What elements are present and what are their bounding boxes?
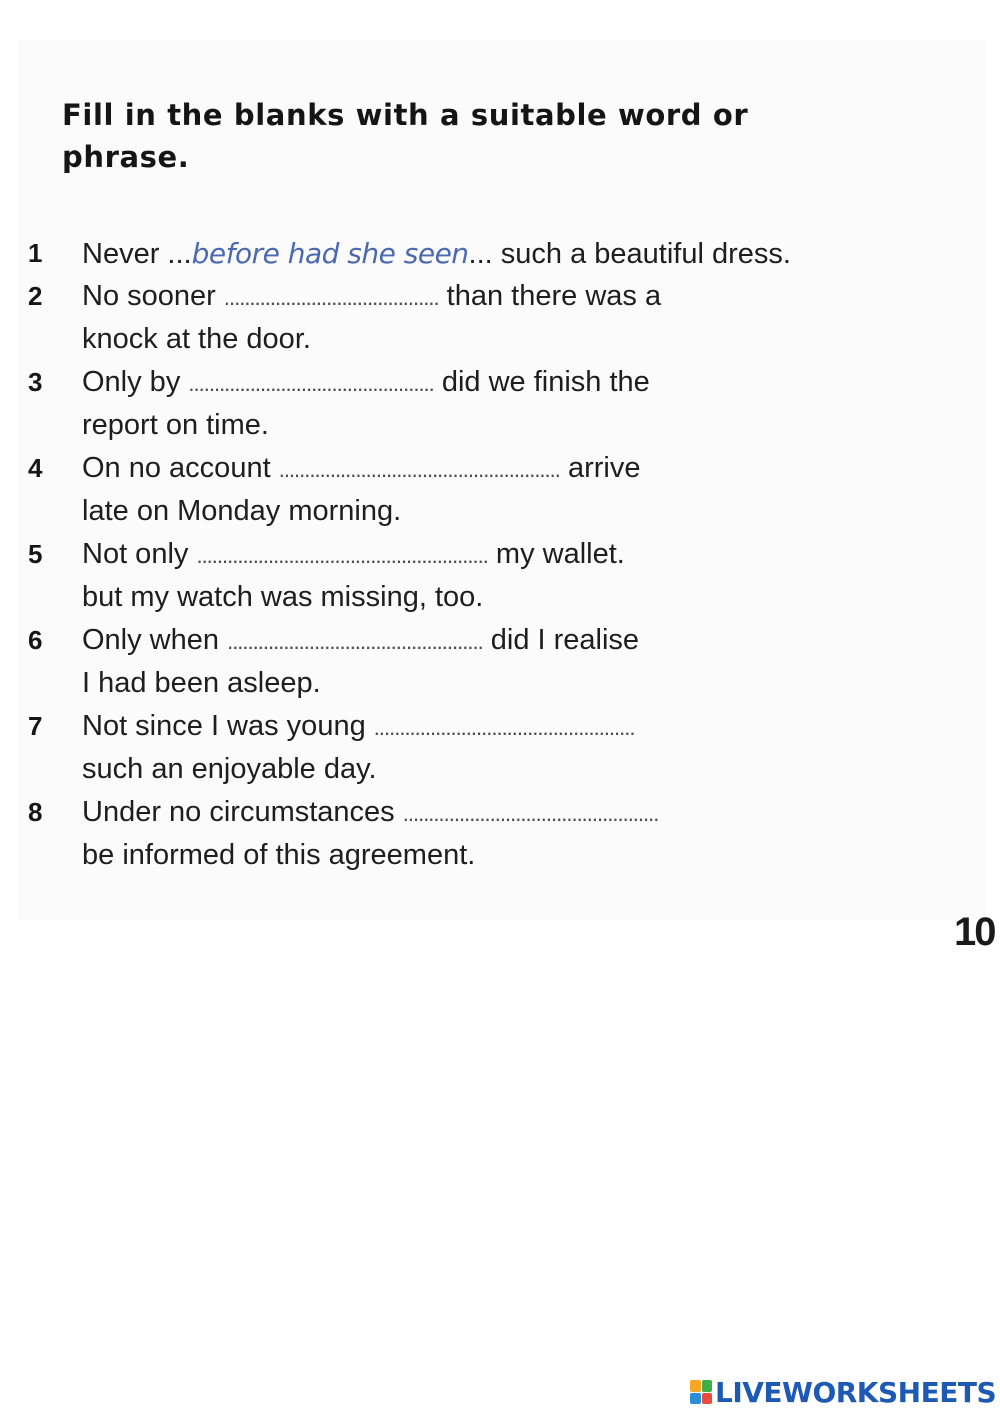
item-prompt-before: Not since I was young (82, 710, 366, 742)
page-number (954, 910, 1000, 954)
item-prompt-before: On no account (82, 452, 271, 484)
item-line-2: late on Monday morning. (82, 495, 402, 527)
liveworksheets-logo-icon (690, 1380, 712, 1404)
item-line-1 (82, 791, 658, 835)
page-number-text: 10 (954, 910, 995, 954)
item-line-2: I had been asleep. (82, 667, 321, 699)
instruction-heading: Fill in the blanks with a suitable word or phrase. (62, 98, 749, 174)
item-number: 2 (28, 281, 43, 311)
answer-blank[interactable]: .................................................. (402, 801, 659, 826)
item-line-2: be informed of this agreement. (82, 839, 476, 871)
liveworksheets-branding[interactable] (690, 1374, 996, 1410)
item-line-1 (82, 447, 640, 491)
answer-blank[interactable]: .................................................. (227, 629, 483, 654)
item-prompt-before: Only when (82, 624, 220, 656)
answer-blank[interactable]: ................................................... (373, 715, 635, 740)
answer-blank[interactable]: ......................................................... (196, 543, 488, 568)
answer-blank[interactable]: ....................................................... (278, 457, 560, 482)
item-number: 4 (28, 453, 43, 483)
item-line-1 (82, 275, 661, 319)
handwritten-answer[interactable]: before had she seen (191, 237, 469, 270)
item-number: 6 (28, 625, 43, 655)
item-line-1 (82, 619, 639, 663)
answer-blank[interactable]: ................................................ (188, 371, 434, 396)
item-prompt-before: Under no circumstances (82, 796, 395, 828)
item-line-1 (82, 533, 625, 577)
item-line-2: but my watch was missing, too. (82, 581, 484, 613)
item-line-1 (82, 232, 791, 276)
item-number: 7 (28, 711, 43, 741)
item-line-2: such an enjoyable day. (82, 753, 377, 785)
item-prompt-after: arrive (567, 452, 641, 484)
item-prompt-before: Not only (82, 538, 189, 570)
item-number: 1 (28, 238, 43, 268)
answer-blank[interactable]: .......................................... (223, 285, 439, 310)
item-prompt-before: Only by (82, 366, 181, 398)
item-prompt-after: did we finish the (441, 366, 650, 398)
item-line-1 (82, 705, 635, 749)
item-prompt-before: Never ... (82, 238, 192, 270)
item-number: 3 (28, 367, 43, 397)
item-line-2: report on time. (82, 409, 269, 441)
item-number: 5 (28, 539, 43, 569)
item-prompt-after: ... such a beautiful dress. (468, 238, 791, 270)
item-prompt-after: than there was a (446, 280, 662, 312)
brand-name: LIVEWORKSHEETS (715, 1375, 997, 1409)
item-line-1 (82, 361, 650, 405)
item-prompt-after: my wallet. (495, 538, 625, 570)
item-line-2: knock at the door. (82, 323, 311, 355)
item-number: 8 (28, 797, 43, 827)
item-prompt-after: did I realise (490, 624, 640, 656)
item-prompt-before: No sooner (82, 280, 216, 312)
